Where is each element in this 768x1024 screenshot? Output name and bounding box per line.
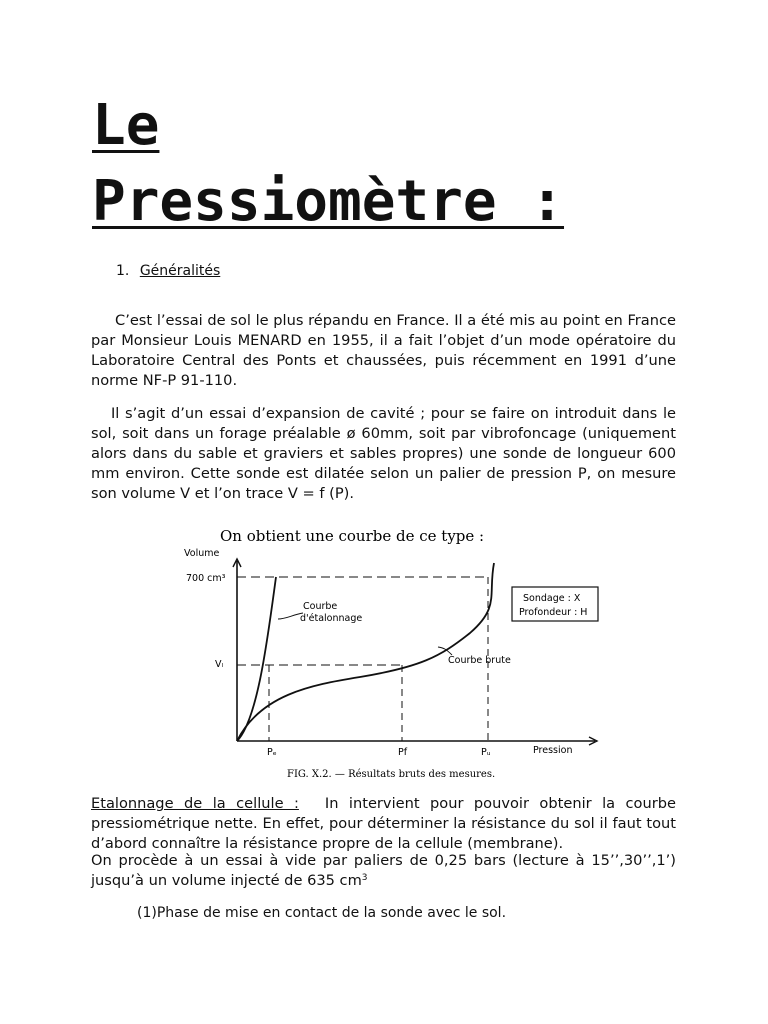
curve-diagram: [170, 515, 620, 783]
document-title: [92, 88, 564, 240]
procedure-text: On procède à un essai à vide par paliers de 0,25 bars (lecture à 15’’,30’’,1’) jusqu’à un volume injecté de 635 cm: [91, 852, 676, 889]
raw-curve-label: Courbe brute: [448, 655, 511, 666]
section-number: 1.: [116, 263, 130, 279]
raw-curve: [237, 563, 494, 741]
title-line-2: Pressiomètre :: [92, 169, 565, 234]
calibration-curve: [237, 577, 276, 741]
legend-line-1: Sondage : X: [523, 593, 581, 604]
pressuremeter-curve-figure: [170, 515, 620, 783]
x-axis-label: Pression: [533, 745, 573, 756]
x-tick-pu: Pᵤ: [481, 747, 491, 758]
x-tick-pf: Pf: [398, 747, 408, 758]
paragraph-intro-text: C’est l’essai de sol le plus répandu en France. Il a été mis au point en France par Monsieur Louis MENARD en 1955, il a fait l’objet d’un mode opératoire du Laboratoire Central des Ponts et chaussées, puis récemment en 1991 d’une norme NF-P 91-110.: [91, 312, 676, 389]
figure-caption: FIG. X.2. — Résultats bruts des mesures.: [287, 769, 496, 780]
paragraph-intro: [91, 311, 676, 391]
calibration-text: In intervient pour pouvoir obtenir la courbe pressiométrique nette. En effet, pour déterminer la résistance du sol il faut tout d’abord connaître la résistance propre de la cellule (membrane).: [91, 795, 676, 852]
paragraph-method: [91, 404, 676, 504]
paragraph-procedure: [91, 851, 676, 891]
y-axis-label: Volume: [184, 548, 220, 559]
legend-line-2: Profondeur : H: [519, 607, 588, 618]
y-tick-vl: Vₗ: [215, 659, 224, 670]
section-title: Généralités: [139, 263, 221, 279]
y-tick-700: 700 cm³: [186, 573, 226, 584]
calibration-label-1: Courbe: [303, 601, 338, 612]
paragraph-calibration: [91, 794, 676, 854]
procedure-superscript: 3: [361, 873, 368, 883]
title-line-1: Le: [92, 93, 160, 158]
section-heading: [116, 262, 220, 280]
calibration-label: Etalonnage de la cellule :: [91, 795, 299, 812]
paragraph-method-text: Il s’agit d’un essai d’expansion de cavité ; pour se faire on introduit dans le sol, soit dans un forage préalable ø 60mm, soit par vibrofoncage (uniquement alors dans du sable et graviers et sables propres) une sonde de longueur 600 mm environ. Cette sonde est dilatée selon un palier de pression P, on mesure son volume V et l’on trace V = f (P).: [91, 405, 676, 502]
x-tick-pe: Pₑ: [267, 747, 277, 758]
figure-heading: On obtient une courbe de ce type :: [220, 527, 485, 545]
phase-list-item: (1)Phase de mise en contact de la sonde avec le sol.: [137, 905, 507, 921]
calibration-label-2: d'étalonnage: [300, 613, 363, 624]
